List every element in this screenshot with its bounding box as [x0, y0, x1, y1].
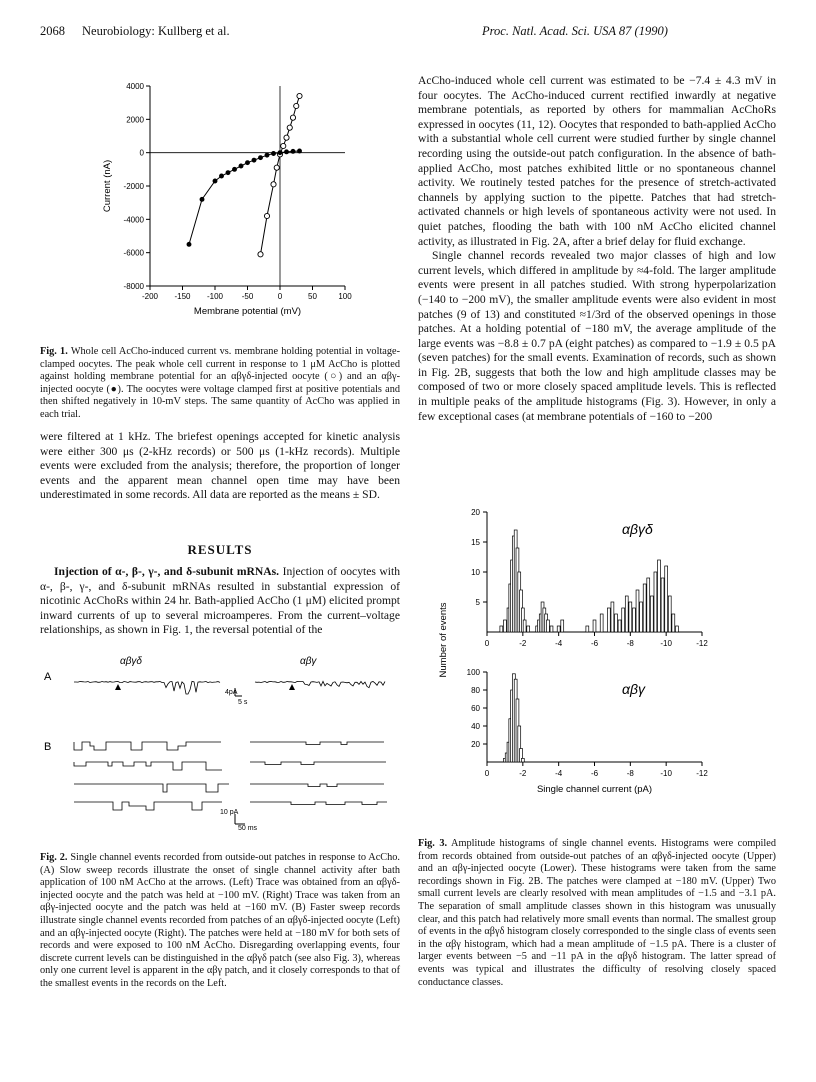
- fig1-x-axis-label: Membrane potential (mV): [193, 306, 302, 317]
- fig3-bar-abgd: [615, 614, 618, 632]
- right-column-body: [418, 74, 776, 424]
- fig2-b-trace-right-1: [250, 742, 384, 745]
- fig1-xtick-label: -100: [206, 292, 224, 301]
- fig1-ytick-label: -2000: [123, 182, 144, 191]
- fig3-ytick-label: 100: [466, 668, 480, 677]
- fig3-xtick-label: -4: [555, 769, 563, 778]
- figure-3-caption: [418, 838, 776, 989]
- figure-2-traces: [40, 652, 410, 832]
- fig3-bar-abgd: [600, 614, 603, 632]
- fig2-panel-b-label: B: [44, 741, 52, 753]
- fig1-xtick-label: -200: [141, 292, 159, 301]
- fig2-b-trace-left-1: [74, 742, 221, 750]
- fig3-bar-abgd: [675, 626, 678, 632]
- figure-1-chart: [60, 72, 400, 332]
- fig3-bar-abgd: [658, 560, 661, 632]
- fig1-point-abg: [239, 164, 243, 168]
- results-text: Injection of oocytes with α-, β-, γ-, and δ-subunit mRNAs resulted in substantial expression of nicotinic AcChoRs within 24 hr. Bath-applied AcCho (1 μM) elicited prompt inward currents of up to several microamperes. From the current–voltage relationships, as shown in Fig. 1, the reversal potential of the: [40, 565, 400, 637]
- fig2-a-current-scale: 4pA: [225, 689, 238, 696]
- fig3-bar-abgd: [550, 626, 553, 632]
- fig3-ytick-label: 15: [471, 538, 480, 547]
- fig2-a-trace-right: [255, 681, 385, 687]
- fig1-series-line-abg: [189, 151, 300, 244]
- journal-citation: Proc. Natl. Acad. Sci. USA 87 (1990): [482, 24, 668, 38]
- fig1-point-abgd: [264, 213, 269, 218]
- fig1-point-abg: [298, 149, 302, 153]
- fig3-bar-abgd: [593, 620, 596, 632]
- fig2-title-right: αβγ: [300, 656, 317, 667]
- fig3-ytick-label: 80: [471, 686, 480, 695]
- fig3-panel-title-lower: αβγ: [622, 681, 645, 697]
- fig3-bar-abgd: [654, 572, 657, 632]
- right-paragraph-1: AcCho-induced whole cell current was estimated to be −7.4 ± 4.3 mV in four oocytes. The AcCho-induced current rectified inwardly at negative membrane potentials, as reported by others for mammalian AcChoRs expressed in oocytes (11, 12). Oocytes that responded to bath-applied AcCho with a substantial whole cell current were studied further by single channel recording using the outside-out patch configuration. In the absence of bath-applied AcCho, most patches exhibited little or no spontaneous channel activity. We routinely tested patches for the presence of stretch-activated channels by applying suction to the pipette. Patches that had stretch-activated channels or high levels of spontaneous activity were not used. In quiet patches, flooding the bath with 100 nM AcCho elicited channel activity, as illustrated in Fig. 2A, after a brief delay for fluid exchange.: [418, 74, 776, 248]
- figure-1-caption-text: Whole cell AcCho-induced current vs. membrane holding potential in voltage-clamped oocytes. The peak whole cell current in response to 1 μM AcCho is plotted against holding membrane potential for an αβγδ-injected oocyte (○) and an αβγ-injected oocyte (●). The oocytes were voltage clamped first at positive potentials and then shifted negatively in 10-mV steps. The same quantity of AcCho was applied in each trial.: [40, 346, 401, 420]
- fig3-ytick-label: 20: [471, 508, 480, 517]
- fig3-bar-abgd: [523, 620, 526, 632]
- figure-2-caption-label: Fig. 2.: [40, 852, 68, 863]
- fig3-bar-abgd: [636, 590, 639, 632]
- fig1-point-abg: [213, 179, 217, 183]
- fig1-point-abg: [291, 149, 295, 153]
- results-paragraph: [40, 565, 400, 638]
- fig3-xtick-label: -6: [590, 639, 599, 648]
- fig3-ytick-label: 10: [471, 568, 480, 577]
- fig3-xtick-label: 0: [484, 639, 490, 648]
- fig1-point-abgd: [290, 115, 295, 120]
- figure-3-caption-text: Amplitude histograms of single channel events. Histograms were compiled from records obtained from outside-out patches of an αβγδ-injected oocyte (Upper) and an αβγ-injected oocyte (Lower). These histograms were taken from the same recordings shown in Fig. 2B. The patches were clamped at −180 mV. (Upper) Two small current levels are clearly resolved with mean amplitudes of −1.5 and −3.1 pA. The separation of small amplitude classes shown in this histogram was unusually clear, and this patch had relatively more small events than normal. The smallest group of events in the αβγδ histogram closely corresponded to the single class of events seen in the αβγ histogram, which had a mean amplitude of −1.5 pA. There is a cluster of larger events between −5 and −11 pA in the αβγδ histogram. The latter spread of events was typical and illustrates the difficulty of resolving closely spaced conductance classes.: [418, 838, 776, 988]
- fig1-point-abgd: [271, 182, 276, 187]
- fig1-ytick-label: 0: [139, 148, 144, 158]
- fig3-bar-abgd: [527, 626, 530, 632]
- fig1-ytick-label: 4000: [126, 82, 144, 91]
- page-number: 2068: [40, 24, 65, 38]
- fig1-point-abgd: [297, 93, 302, 98]
- fig1-ytick-label: -4000: [123, 215, 144, 225]
- fig1-point-abg: [226, 171, 230, 175]
- fig1-ytick-label: 2000: [126, 115, 144, 125]
- fig3-xtick-label: -8: [626, 639, 634, 648]
- fig1-point-abgd: [281, 143, 286, 148]
- fig3-xtick-label: -2: [519, 639, 527, 648]
- fig1-point-abgd: [294, 103, 299, 108]
- fig3-bar-abgd: [561, 620, 564, 632]
- figure-1-caption-label: Fig. 1.: [40, 346, 68, 357]
- fig3-bar-abgd: [625, 596, 628, 632]
- fig1-xtick-label: -50: [241, 292, 254, 301]
- fig1-point-abg: [265, 153, 269, 157]
- fig3-bar-abgd: [611, 602, 614, 632]
- fig3-bar-abgd: [650, 596, 653, 632]
- fig3-bar-abgd: [503, 620, 506, 632]
- fig3-bar-abgd: [546, 620, 549, 632]
- fig3-bar-abgd: [632, 608, 635, 632]
- fig3-bar-abg: [521, 758, 524, 762]
- results-subheading: Injection of α-, β-, γ-, and δ-subunit mRNAs.: [54, 565, 280, 578]
- fig1-point-abg: [233, 167, 237, 171]
- fig3-y-axis-label: Number of events: [438, 602, 449, 678]
- fig2-b-trace-right-3: [250, 784, 384, 787]
- fig2-b-trace-left-2: [74, 762, 222, 770]
- fig2-b-trace-left-4: [74, 802, 222, 810]
- fig3-xtick-label: -10: [660, 639, 672, 648]
- fig3-xtick-label: -6: [590, 769, 599, 778]
- fig1-xtick-label: 50: [308, 292, 317, 301]
- fig2-a-time-scale: 5 s: [238, 699, 248, 706]
- fig2-b-trace-right-4: [250, 802, 387, 805]
- fig2-b-time-scale: 50 ms: [238, 825, 258, 832]
- fig3-xtick-label: -10: [660, 769, 672, 778]
- figure-3-histograms: [432, 500, 772, 795]
- fig1-point-abg: [259, 156, 263, 160]
- fig3-panel-title-upper: αβγδ: [622, 521, 653, 537]
- right-paragraph-2: Single channel records revealed two major classes of high and low current levels, which differed in amplitude by ≈4-fold. The larger amplitude events were present in all patches studied. With strong hyperpolarization (−140 to −200 mV), the smaller amplitude events were also evident in most patches (9 of 13) and constituted ≈1/3rd of the observed openings in those patches. At a holding potential of −180 mV, the average amplitude of the large events was −8.8 ± 0.7 pA (eight patches) as compared to −1.9 ± 0.5 pA (seven patches) for the small events. Examination of records, such as shown in Fig. 2B, suggests that both the low and high amplitude classes may be composed of two or more closely spaced amplitude levels. This is reflected in multiple peaks of the amplitude histograms (Fig. 3). However, in only a few exceptional cases (at membrane potentials of −160 to −200: [418, 249, 776, 423]
- fig2-b-trace-right-2: [250, 762, 386, 765]
- fig3-bar-abgd: [629, 602, 632, 632]
- fig3-xtick-label: -4: [555, 639, 563, 648]
- fig3-bar-abgd: [622, 608, 625, 632]
- fig2-panel-b-traces: [74, 742, 387, 810]
- fig1-point-abg: [187, 242, 191, 246]
- fig3-xtick-label: -12: [696, 639, 708, 648]
- fig1-ytick-label: -8000: [123, 282, 144, 291]
- left-column-paragraph: were filtered at 1 kHz. The briefest openings accepted for kinetic analysis were either 300 μs (2-kHz records) or 500 μs (1-kHz records). Multiple events were excluded from the analysis; therefore, the proportion of longer events and the apparent mean channel open time may have been underestimated in some records. All data are reported as the means ± SD.: [40, 430, 400, 502]
- fig2-a-trace-left: [74, 681, 220, 694]
- fig2-title-left: αβγδ: [120, 656, 142, 667]
- figure-2-caption-text: Single channel events recorded from outside-out patches in response to AcCho. (A) Slow sweep records illustrate the onset of single channel activity after bath application of 100 nM AcCho at the arrows. (Left) Trace was obtained from an αβγδ-injected oocyte and the patch was held at −100 mV. (Right) Trace was taken from an αβγ-injected oocyte and the patch was held at −160 mV. (B) Faster sweep records illustrate single channel events recorded from patches of an αβγδ-injected oocyte (Left) and an αβγ-injected oocyte (Right). The patches were held at −180 mV for both sets of records and were exposed to 100 nM AcCho. Disregarding overlapping events, four discrete current levels can be distinguished in the αβγδ patch (see also Fig. 3), whereas only one current level is apparent in the αβγ patch, and it closely corresponds to that of the smallest events in the records on the Left.: [40, 852, 401, 989]
- fig3-ytick-label: 60: [471, 704, 480, 713]
- fig3-bar-abgd: [640, 602, 643, 632]
- fig3-xtick-label: -2: [519, 769, 527, 778]
- fig1-point-abg: [272, 152, 276, 156]
- fig3-x-axis-label: Single channel current (pA): [536, 784, 653, 795]
- figure-1-caption: [40, 346, 400, 422]
- fig1-point-abg: [278, 151, 282, 155]
- fig1-y-axis-label: Current (nA): [102, 159, 113, 213]
- figure-3-caption-label: Fig. 3.: [418, 838, 448, 849]
- fig1-point-abg: [200, 197, 204, 201]
- fig3-bar-abgd: [665, 566, 668, 632]
- fig1-xtick-label: -150: [174, 292, 191, 301]
- fig3-bar-abgd: [643, 584, 646, 632]
- fig1-point-abgd: [284, 135, 289, 140]
- fig2-b-trace-left-3: [74, 784, 229, 792]
- fig3-bar-abgd: [618, 620, 621, 632]
- fig1-point-abg: [246, 161, 250, 165]
- fig1-xtick-label: 100: [338, 292, 352, 301]
- fig2-panel-a-label: A: [44, 671, 52, 683]
- fig3-ytick-label: 20: [471, 740, 480, 749]
- fig1-point-abg: [285, 150, 289, 154]
- fig1-ytick-label: -6000: [123, 248, 144, 258]
- fig3-bar-abgd: [668, 596, 671, 632]
- results-heading: RESULTS: [187, 542, 253, 557]
- fig3-bar-abgd: [500, 626, 503, 632]
- fig3-bar-abgd: [586, 626, 589, 632]
- fig3-bar-abgd: [661, 578, 664, 632]
- fig3-xtick-label: -8: [626, 769, 634, 778]
- fig3-xtick-label: -12: [696, 769, 708, 778]
- fig3-ytick-label: 40: [471, 722, 480, 731]
- figure-2-caption: [40, 852, 400, 991]
- fig2-a-arrow-right: [289, 684, 295, 690]
- fig1-point-abgd: [287, 125, 292, 130]
- fig1-xtick-label: 0: [277, 292, 283, 301]
- fig3-xtick-label: 0: [484, 769, 490, 778]
- fig3-bar-abgd: [557, 626, 560, 632]
- fig1-point-abgd: [274, 165, 279, 170]
- fig3-bar-abgd: [647, 578, 650, 632]
- fig3-bar-abgd: [672, 614, 675, 632]
- fig1-point-abg: [220, 174, 224, 178]
- fig3-ytick-label: 5: [475, 598, 480, 607]
- fig3-bar-abgd: [607, 608, 610, 632]
- fig2-b-current-scale: 10 pA: [220, 809, 239, 816]
- fig1-point-abg: [252, 158, 256, 162]
- running-title: Neurobiology: Kullberg et al.: [82, 24, 230, 38]
- fig2-a-arrow-left: [115, 684, 121, 690]
- fig1-point-abgd: [258, 252, 263, 257]
